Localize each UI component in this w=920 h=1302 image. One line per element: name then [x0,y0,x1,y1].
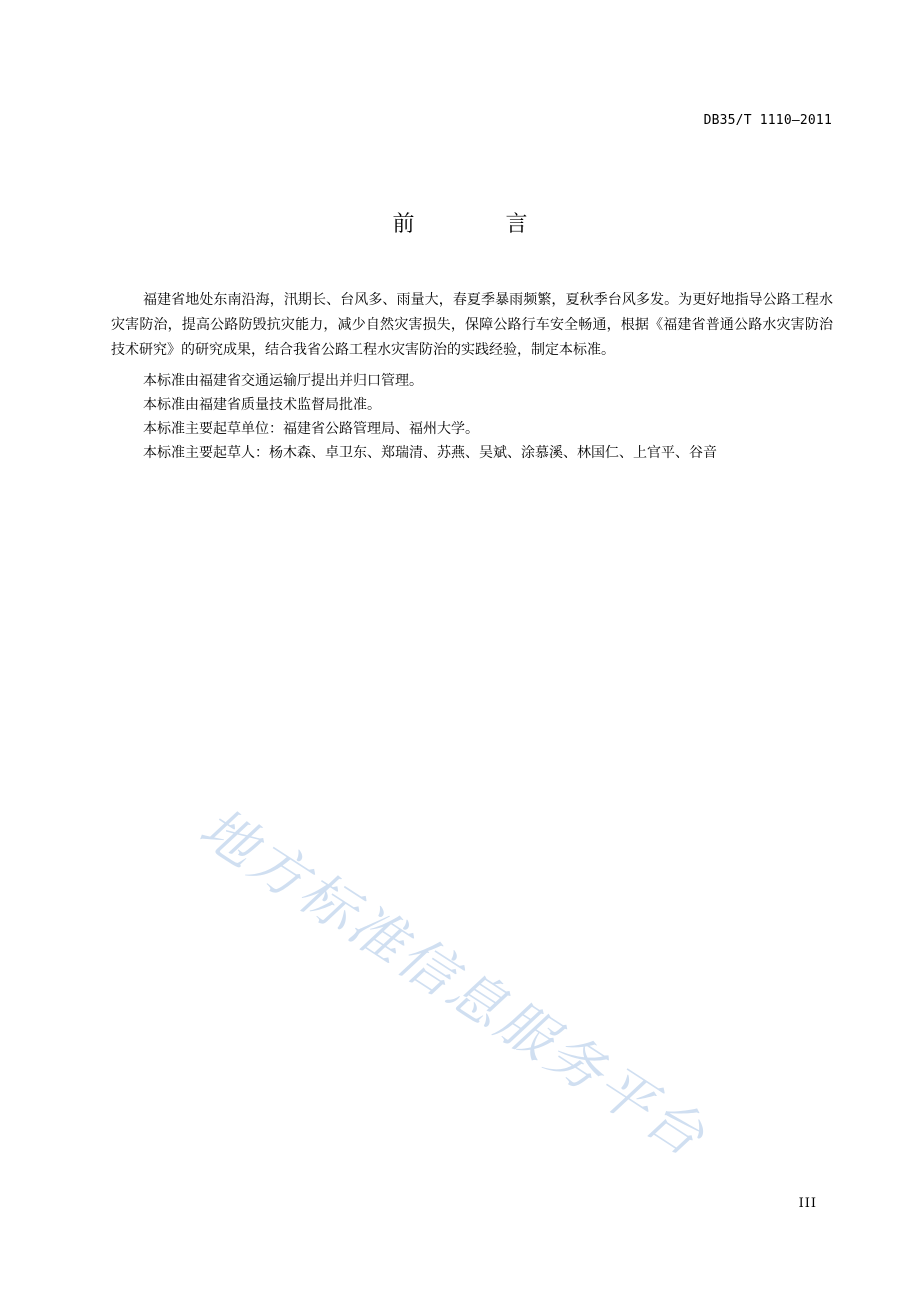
drafting-units-paragraph: 本标准主要起草单位：福建省公路管理局、福州大学。 [143,421,479,437]
page-number: III [798,1196,817,1211]
intro-paragraph: 福建省地处东南沿海，汛期长、台风多、雨量大，春夏季暴雨频繁，夏秋季台风多发。为更好地指导公路工程水灾害防治，提高公路防毁抗灾能力，减少自然灾害损失，保障公路行车安全畅通，根据《福建省普通公路水灾害防治技术研究》的研究成果，结合我省公路工程水灾害防治的实践经验，制定本标准。 [111,292,833,358]
foreword-body [111,288,833,465]
watermark: 地方标准信息服务平台 [188,795,719,1171]
drafters-paragraph: 本标准主要起草人：杨木森、卓卫东、郑瑞清、苏燕、吴斌、涂慕溪、林国仁、上官平、谷音 [143,445,717,461]
approval-paragraph: 本标准由福建省质量技术监督局批准。 [143,397,381,413]
page-title: 前 言 [392,212,570,237]
standard-code: DB35/T 1110—2011 [703,113,832,128]
responsible-dept-paragraph: 本标准由福建省交通运输厅提出并归口管理。 [143,373,423,389]
